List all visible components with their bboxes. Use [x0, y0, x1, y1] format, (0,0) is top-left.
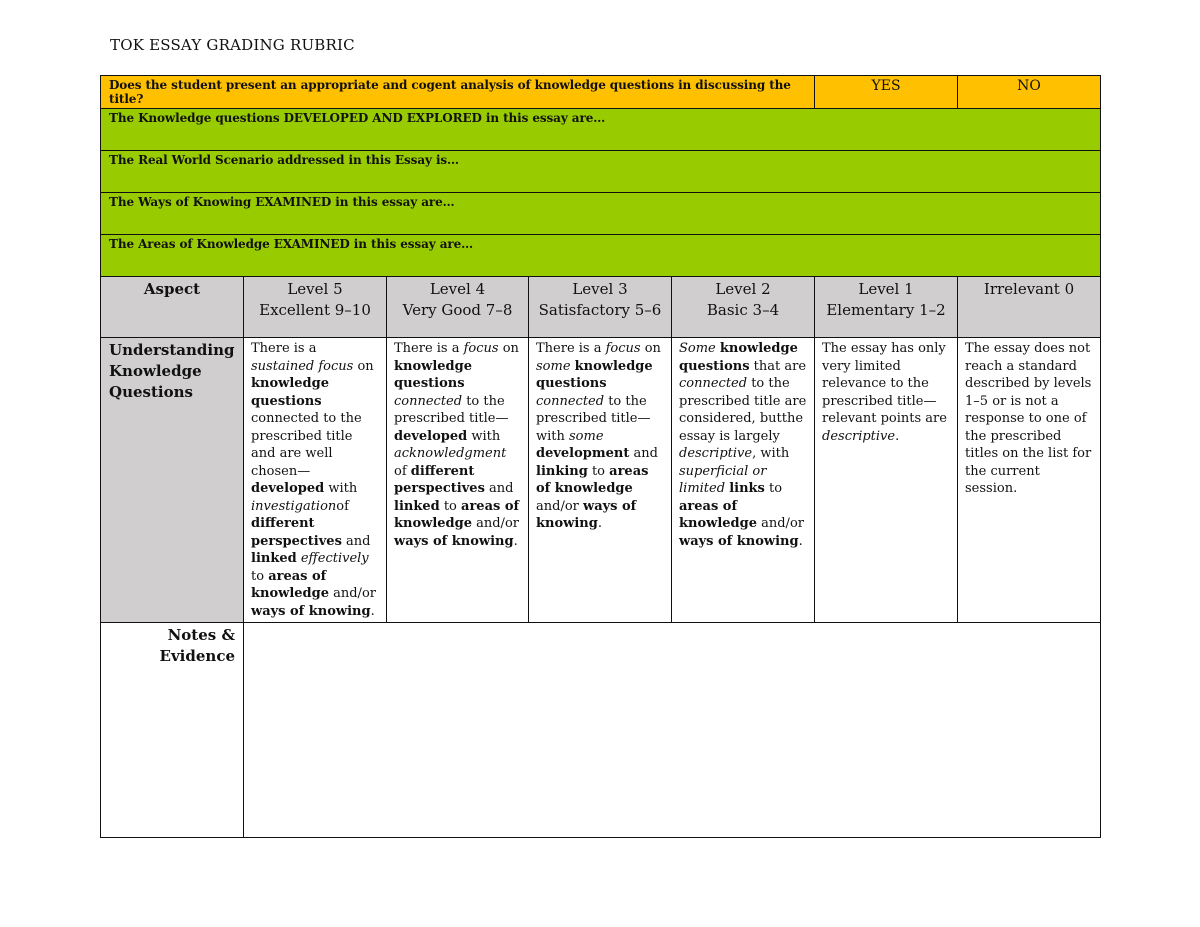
level-3-header [529, 277, 672, 338]
notes-label: Notes & Evidence [101, 623, 244, 838]
level-2-header [672, 277, 815, 338]
real-world-scenario-row [101, 151, 1101, 193]
question-row [101, 76, 1101, 109]
ways-of-knowing-row [101, 193, 1101, 235]
level-5-descriptor[interactable]: There is a sustained focus on knowledge questions connected to the prescribed title and are well chosen— developed with investigationof different perspectives and linked effectively to areas of knowledge and/or ways of knowing. [244, 338, 387, 623]
level-3-descriptor[interactable]: There is a focus on some knowledge questions connected to the prescribed title—with some development and linking to areas of knowledge and/or ways of knowing. [529, 338, 672, 623]
level-1-label: Level 1 [858, 280, 914, 298]
page-title: TOK ESSAY GRADING RUBRIC [110, 36, 355, 54]
rubric-table [100, 75, 1101, 838]
irrelevant-label: Irrelevant 0 [983, 280, 1075, 298]
areas-of-knowledge-row [101, 235, 1101, 277]
level-2-label: Level 2 [715, 280, 771, 298]
level-1-header [815, 277, 958, 338]
level-2-descriptor[interactable]: Some knowledge questions that are connected to the prescribed title are considered, butthe essay is largely descriptive, with superficial or limited links to areas of knowledge and/or ways of knowing. [672, 338, 815, 623]
level-5-desc: Excellent 9–10 [259, 301, 371, 319]
level-5-header [244, 277, 387, 338]
level-5-label: Level 5 [287, 280, 343, 298]
level-4-desc: Very Good 7–8 [402, 301, 513, 319]
yes-cell[interactable]: YES [815, 76, 958, 109]
level-3-desc: Satisfactory 5–6 [538, 301, 662, 319]
header-row [101, 277, 1101, 338]
level-1-desc: Elementary 1–2 [826, 301, 946, 319]
notes-field[interactable] [244, 623, 1101, 838]
areas-of-knowledge-field[interactable]: The Areas of Knowledge EXAMINED in this essay are… [101, 235, 1101, 277]
level-4-header [387, 277, 529, 338]
level-1-descriptor[interactable]: The essay has only very limited relevance to the prescribed title—relevant points are descriptive. [815, 338, 958, 623]
no-cell[interactable]: NO [958, 76, 1101, 109]
aspect-understanding-kq: Understanding Knowledge Questions [101, 338, 244, 623]
irrelevant-descriptor[interactable]: The essay does not reach a standard described by levels 1–5 or is not a response to one of the prescribed titles on the list for the current session. [958, 338, 1101, 623]
ways-of-knowing-field[interactable]: The Ways of Knowing EXAMINED in this essay are… [101, 193, 1101, 235]
criteria-row [101, 338, 1101, 623]
knowledge-questions-row [101, 109, 1101, 151]
real-world-scenario-field[interactable]: The Real World Scenario addressed in this Essay is… [101, 151, 1101, 193]
level-4-label: Level 4 [429, 280, 486, 298]
level-3-label: Level 3 [572, 280, 628, 298]
aspect-header: Aspect [101, 277, 244, 338]
question-text: Does the student present an appropriate and cogent analysis of knowledge questions in discussing the title? [101, 76, 815, 109]
notes-row [101, 623, 1101, 838]
level-4-descriptor[interactable]: There is a focus on knowledge questions connected to the prescribed title— developed with acknowledgment of different perspectives and linked to areas of knowledge and/or ways of knowing. [387, 338, 529, 623]
knowledge-questions-field[interactable]: The Knowledge questions DEVELOPED AND EXPLORED in this essay are… [101, 109, 1101, 151]
level-2-desc: Basic 3–4 [706, 301, 780, 319]
irrelevant-header [958, 277, 1101, 338]
